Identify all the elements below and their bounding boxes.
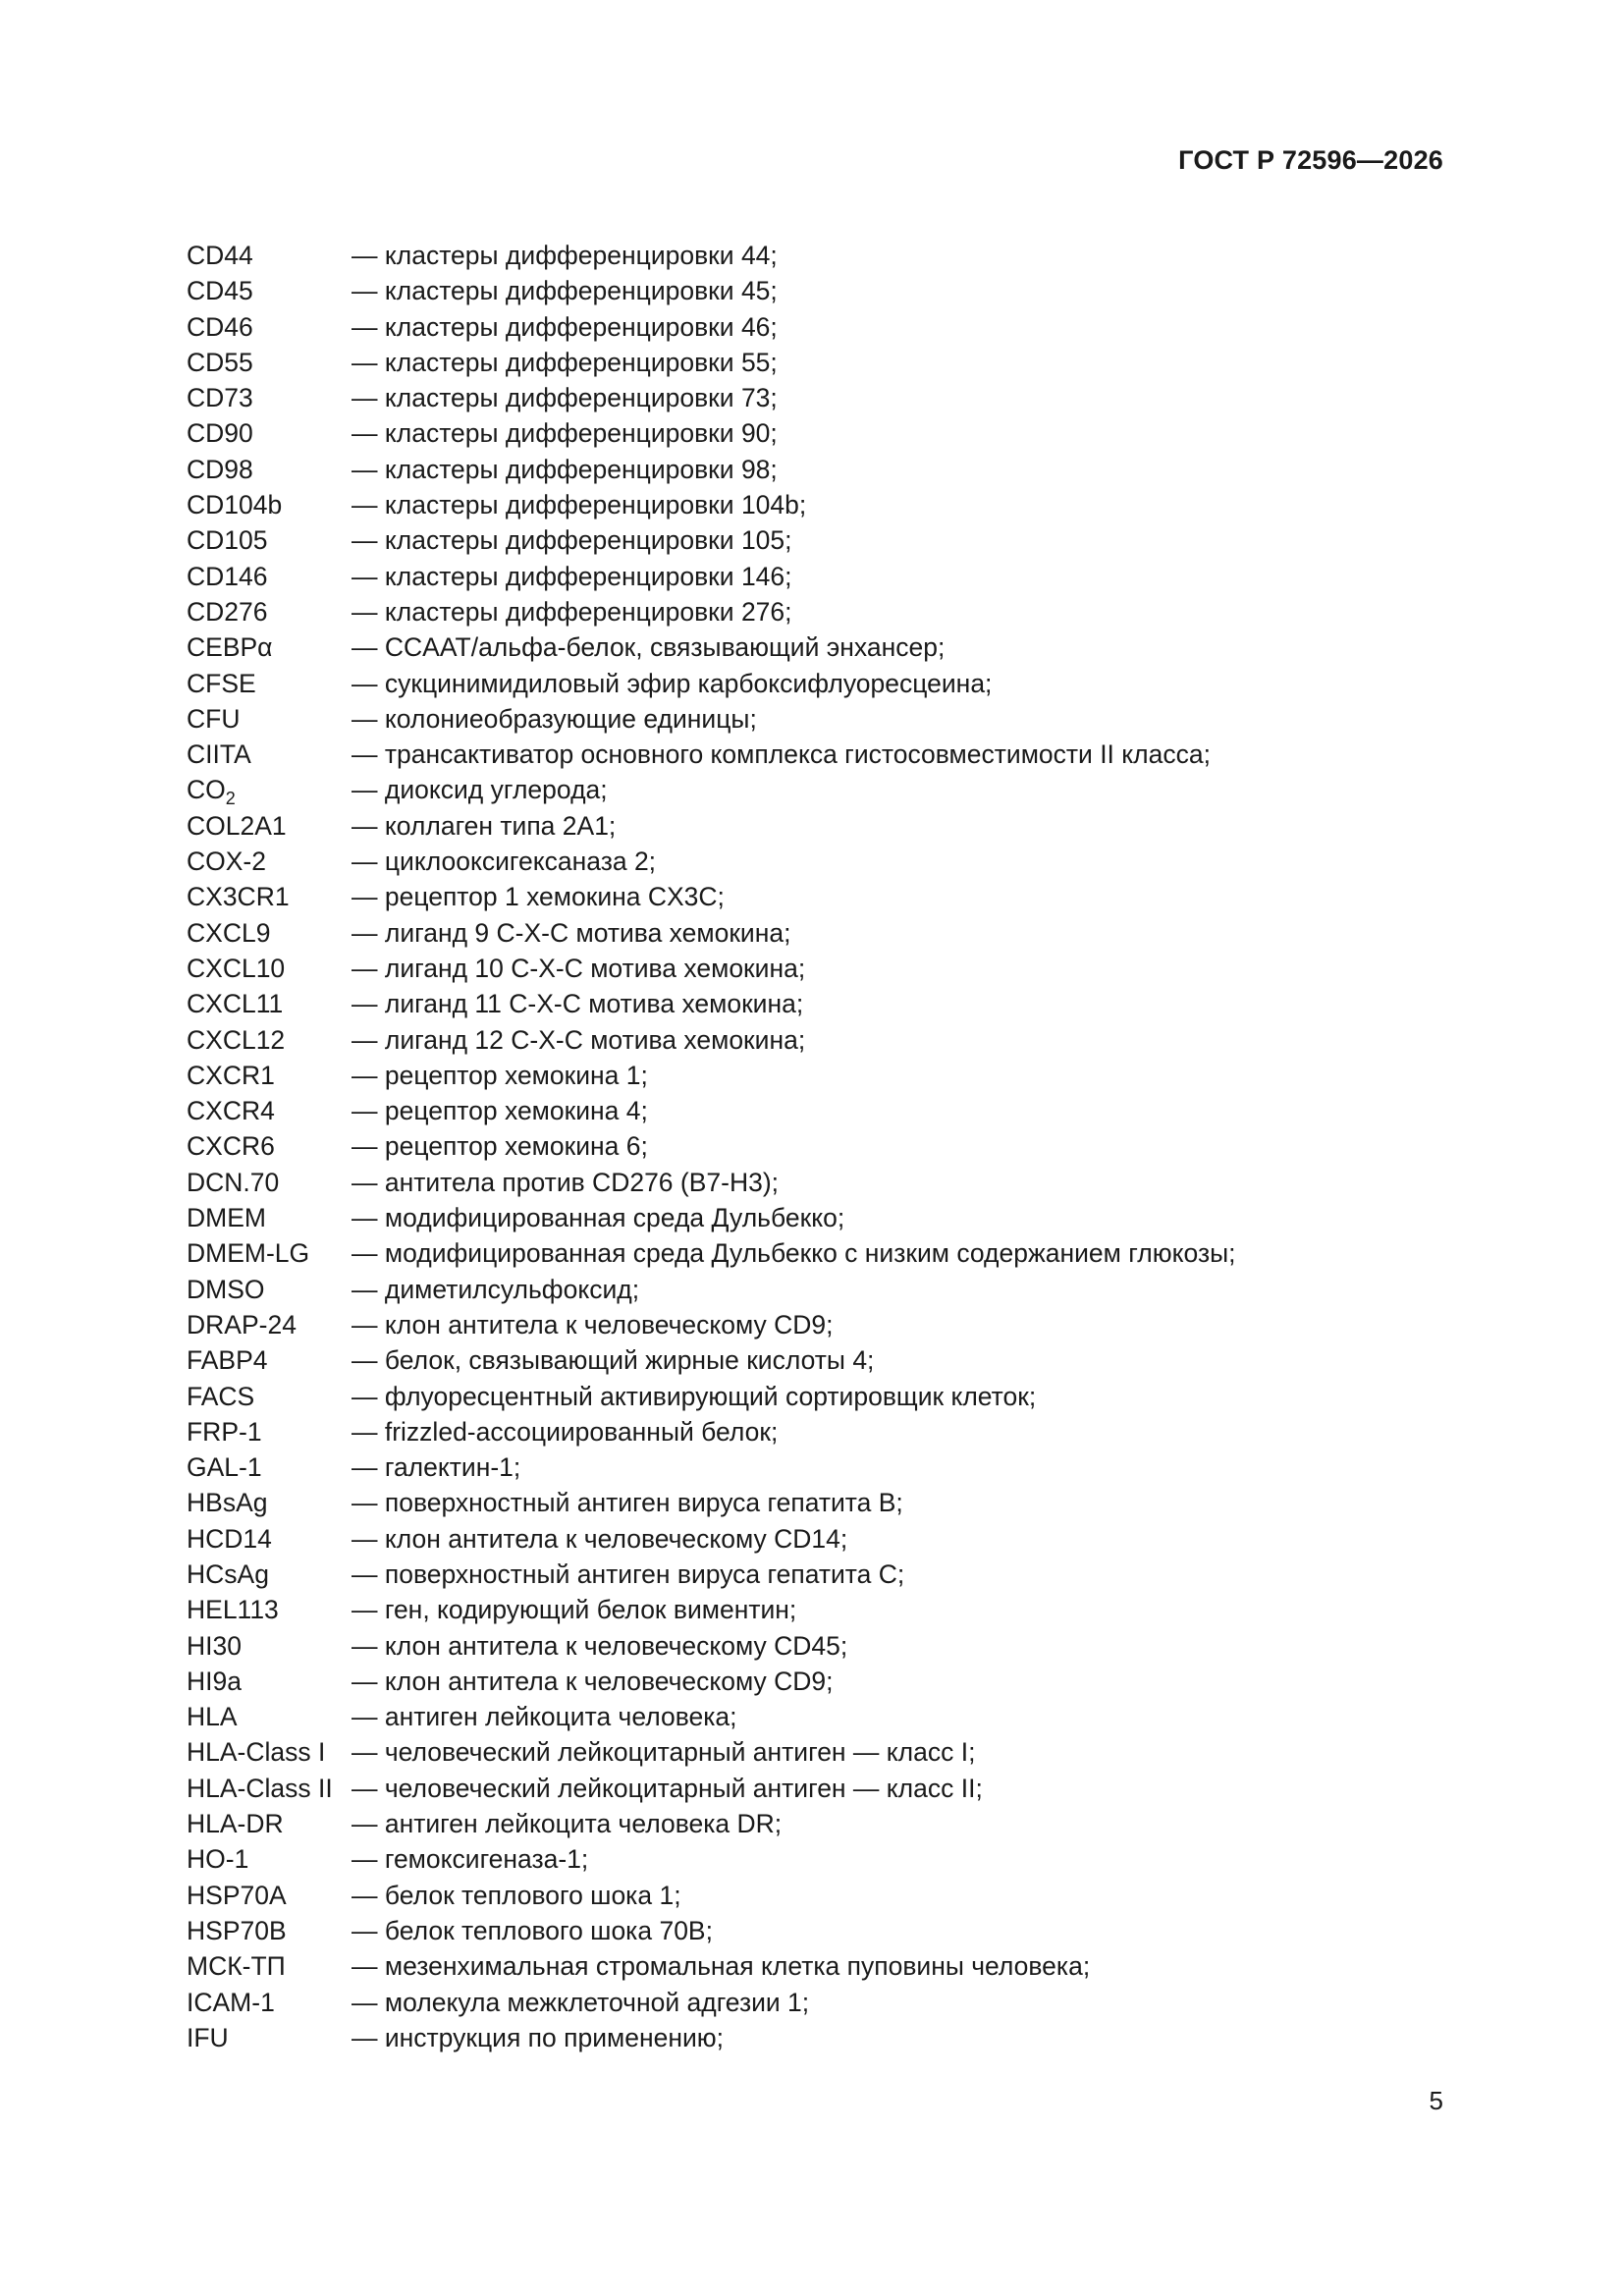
abbreviation-row (187, 701, 1463, 737)
abbreviation-definition: — кластеры дифференцировки 90; (352, 418, 778, 449)
abbreviation-definition: — кластеры дифференцировки 98; (352, 454, 778, 484)
abbreviation-term-text: HSP70B (187, 1915, 287, 1945)
abbreviation-term (187, 844, 352, 879)
abbreviation-term-text: CX3CR1 (187, 882, 290, 912)
abbreviation-term (187, 380, 352, 415)
abbreviation-term (187, 1485, 352, 1520)
abbreviation-term-text: CD55 (187, 347, 253, 377)
abbreviation-definition: — ген, кодирующий белок виментин; (352, 1595, 797, 1625)
abbreviation-term-text: COX-2 (187, 847, 266, 877)
abbreviation-term-text: HLA (187, 1702, 238, 1732)
abbreviation-row (187, 1948, 1463, 1984)
abbreviation-row (187, 238, 1463, 273)
abbreviation-term (187, 1628, 352, 1664)
abbreviation-term (187, 1235, 352, 1271)
abbreviation-term-text: CXCR1 (187, 1060, 275, 1090)
abbreviation-definition: — кластеры дифференцировки 146; (352, 561, 792, 591)
abbreviation-term (187, 1128, 352, 1164)
abbreviation-term (187, 487, 352, 522)
abbreviation-row (187, 1771, 1463, 1806)
abbreviation-term-text: CD90 (187, 418, 253, 449)
abbreviation-term-text: DMEM-LG (187, 1238, 310, 1269)
abbreviation-row (187, 1449, 1463, 1485)
abbreviation-term (187, 629, 352, 665)
abbreviation-term-text: CXCL10 (187, 953, 286, 983)
abbreviation-term (187, 345, 352, 380)
abbreviation-term-text: CEBPα (187, 632, 273, 663)
abbreviation-definition: — кластеры дифференцировки 105; (352, 525, 792, 556)
abbreviation-term (187, 1878, 352, 1913)
abbreviation-row (187, 1307, 1463, 1342)
abbreviation-term-text: CD73 (187, 383, 253, 413)
abbreviation-term (187, 309, 352, 345)
abbreviation-list (187, 238, 1463, 2055)
abbreviation-row (187, 1557, 1463, 1592)
abbreviation-definition: — CCAAT/альфа-белок, связывающий энхансер; (352, 632, 946, 663)
abbreviation-term (187, 737, 352, 772)
abbreviation-definition: — рецептор 1 хемокина CX3C; (352, 882, 725, 912)
abbreviation-term-text: HLA-Class I (187, 1737, 326, 1768)
abbreviation-row (187, 1628, 1463, 1664)
abbreviation-row (187, 986, 1463, 1021)
abbreviation-term (187, 1664, 352, 1699)
abbreviation-row (187, 951, 1463, 986)
abbreviation-term (187, 1058, 352, 1093)
abbreviation-term (187, 1841, 352, 1877)
abbreviation-definition: — флуоресцентный активирующий сортировщик клеток; (352, 1381, 1037, 1411)
abbreviation-term-text: CD98 (187, 454, 253, 484)
abbreviation-term (187, 1913, 352, 1948)
abbreviation-term-subscript: 2 (225, 789, 236, 809)
abbreviation-row (187, 1272, 1463, 1307)
abbreviation-term-text: DRAP-24 (187, 1309, 297, 1339)
abbreviation-term-text: CD146 (187, 561, 268, 591)
abbreviation-row (187, 345, 1463, 380)
abbreviation-row (187, 1200, 1463, 1235)
abbreviation-term (187, 1307, 352, 1342)
abbreviation-row (187, 772, 1463, 807)
abbreviation-term (187, 273, 352, 308)
abbreviation-term-text: HCsAg (187, 1558, 269, 1589)
abbreviation-row (187, 1128, 1463, 1164)
abbreviation-term-text: CD46 (187, 311, 253, 342)
abbreviation-term-text: FABP4 (187, 1345, 268, 1376)
abbreviation-definition: — лиганд 9 С-Х-С мотива хемокина; (352, 917, 791, 948)
abbreviation-term (187, 1022, 352, 1058)
abbreviation-term (187, 986, 352, 1021)
abbreviation-definition: — рецептор хемокина 1; (352, 1060, 648, 1090)
abbreviation-definition: — сукцинимидиловый эфир карбоксифлуоресцеина; (352, 668, 993, 698)
abbreviation-row (187, 559, 1463, 594)
abbreviation-definition: — молекула межклеточной адгезии 1; (352, 1987, 810, 2017)
abbreviation-definition: — инструкция по применению; (352, 2022, 725, 2052)
abbreviation-term (187, 415, 352, 451)
abbreviation-term-text: DMSO (187, 1274, 265, 1304)
abbreviation-row (187, 309, 1463, 345)
abbreviation-term-text: HCD14 (187, 1523, 272, 1554)
abbreviation-definition: — кластеры дифференцировки 73; (352, 383, 778, 413)
abbreviation-row (187, 1058, 1463, 1093)
abbreviation-row (187, 2020, 1463, 2055)
abbreviation-row (187, 629, 1463, 665)
abbreviation-row (187, 1913, 1463, 1948)
abbreviation-term (187, 879, 352, 914)
abbreviation-term (187, 1449, 352, 1485)
abbreviation-term (187, 1948, 352, 1984)
abbreviation-definition: — кластеры дифференцировки 44; (352, 241, 778, 270)
abbreviation-term (187, 1272, 352, 1307)
abbreviation-row (187, 666, 1463, 701)
abbreviation-definition: — клон антитела к человеческому CD14; (352, 1523, 848, 1554)
abbreviation-definition: — кластеры дифференцировки 276; (352, 596, 792, 627)
abbreviation-term-text: CD105 (187, 525, 268, 556)
abbreviation-term (187, 452, 352, 487)
abbreviation-term-text: HSP70A (187, 1880, 287, 1910)
abbreviation-term-text: IFU (187, 2022, 229, 2052)
abbreviation-definition: — галектин-1; (352, 1452, 521, 1483)
abbreviation-row (187, 380, 1463, 415)
abbreviation-term (187, 1699, 352, 1734)
abbreviation-definition: — кластеры дифференцировки 104b; (352, 490, 807, 520)
abbreviation-term-text: CXCL9 (187, 917, 271, 948)
abbreviation-term-text: HBsAg (187, 1488, 268, 1518)
abbreviation-definition: — белок, связывающий жирные кислоты 4; (352, 1345, 875, 1376)
abbreviation-definition: — клон антитела к человеческому CD9; (352, 1309, 834, 1339)
abbreviation-row (187, 452, 1463, 487)
abbreviation-definition: — клон антитела к человеческому CD45; (352, 1630, 848, 1661)
abbreviation-definition: — антиген лейкоцита человека DR; (352, 1809, 783, 1839)
abbreviation-term-text: CXCL11 (187, 989, 284, 1019)
abbreviation-term-text: CIITA (187, 739, 251, 770)
abbreviation-row (187, 1414, 1463, 1449)
abbreviation-definition: — гемоксигеназа-1; (352, 1844, 589, 1875)
abbreviation-row (187, 1379, 1463, 1414)
abbreviation-term (187, 1592, 352, 1627)
abbreviation-row (187, 1699, 1463, 1734)
abbreviation-row (187, 1022, 1463, 1058)
abbreviation-term-text: DCN.70 (187, 1167, 280, 1197)
abbreviation-definition: — кластеры дифференцировки 46; (352, 311, 778, 342)
abbreviation-term (187, 1093, 352, 1128)
abbreviation-definition: — лиганд 11 С-Х-С мотива хемокина; (352, 989, 804, 1019)
abbreviation-term (187, 522, 352, 558)
abbreviation-term (187, 1806, 352, 1841)
abbreviation-row (187, 1841, 1463, 1877)
abbreviation-term-text: HEL113 (187, 1595, 279, 1625)
abbreviation-definition: — рецептор хемокина 4; (352, 1096, 648, 1126)
abbreviation-term (187, 1521, 352, 1557)
abbreviation-term-text: HLA-DR (187, 1809, 284, 1839)
abbreviation-term-text: CXCL12 (187, 1024, 286, 1055)
abbreviation-definition: — кластеры дифференцировки 45; (352, 276, 778, 306)
abbreviation-row (187, 1592, 1463, 1627)
abbreviation-term-text: HO-1 (187, 1844, 249, 1875)
abbreviation-definition: — мезенхимальная стромальная клетка пуповины человека; (352, 1951, 1091, 1982)
abbreviation-definition: — антитела против CD276 (B7-H3); (352, 1167, 780, 1197)
abbreviation-row (187, 1734, 1463, 1770)
abbreviation-row (187, 915, 1463, 951)
document-code: ГОСТ Р 72596—2026 (1178, 145, 1443, 175)
abbreviation-definition: — поверхностный антиген вируса гепатита В; (352, 1488, 903, 1518)
abbreviation-term-text: HLA-Class II (187, 1773, 333, 1803)
abbreviation-row (187, 1806, 1463, 1841)
abbreviation-term-text: CXCR6 (187, 1131, 275, 1162)
abbreviation-term-text: CD44 (187, 241, 253, 270)
abbreviation-definition: — модифицированная среда Дульбекко с низким содержанием глюкозы; (352, 1238, 1236, 1269)
page-number: 5 (1429, 2086, 1443, 2115)
abbreviation-term (187, 1414, 352, 1449)
abbreviation-definition: — модифицированная среда Дульбекко; (352, 1203, 845, 1233)
abbreviation-term (187, 701, 352, 737)
abbreviation-definition: — человеческий лейкоцитарный антиген — класс I; (352, 1737, 976, 1768)
abbreviation-term-text: CFU (187, 703, 241, 734)
abbreviation-row (187, 1664, 1463, 1699)
abbreviation-definition: — лиганд 12 С-Х-С мотива хемокина; (352, 1024, 806, 1055)
abbreviation-term (187, 1379, 352, 1414)
abbreviation-term-text: CO (187, 775, 226, 805)
abbreviation-term (187, 1165, 352, 1200)
abbreviation-term-text: FRP-1 (187, 1416, 262, 1447)
abbreviation-row (187, 1521, 1463, 1557)
abbreviation-term (187, 2020, 352, 2055)
abbreviation-term-text: МСК-ТП (187, 1951, 286, 1982)
abbreviation-row (187, 415, 1463, 451)
abbreviation-row (187, 1985, 1463, 2020)
abbreviation-term-text: CD104b (187, 490, 283, 520)
abbreviation-term-text: COL2A1 (187, 810, 287, 841)
abbreviation-term (187, 772, 352, 807)
abbreviation-definition: — лиганд 10 С-Х-С мотива хемокина; (352, 953, 806, 983)
abbreviation-term-text: HI9a (187, 1666, 242, 1696)
abbreviation-row (187, 273, 1463, 308)
abbreviation-definition: — рецептор хемокина 6; (352, 1131, 648, 1162)
abbreviation-term-text: HI30 (187, 1630, 242, 1661)
abbreviation-row (187, 1235, 1463, 1271)
abbreviation-row (187, 1342, 1463, 1378)
abbreviation-term (187, 238, 352, 273)
abbreviation-definition: — диметилсульфоксид; (352, 1274, 640, 1304)
abbreviation-row (187, 594, 1463, 629)
abbreviation-row (187, 1485, 1463, 1520)
abbreviation-term (187, 1734, 352, 1770)
abbreviation-term-text: FACS (187, 1381, 255, 1411)
abbreviation-term-text: GAL-1 (187, 1452, 262, 1483)
abbreviation-row (187, 1093, 1463, 1128)
abbreviation-term (187, 1200, 352, 1235)
abbreviation-definition: — трансактиватор основного комплекса гистосовместимости II класса; (352, 739, 1211, 770)
abbreviation-definition: — колониеобразующие единицы; (352, 703, 757, 734)
abbreviation-term-text: CD276 (187, 596, 268, 627)
abbreviation-term-text: ICAM-1 (187, 1987, 275, 2017)
abbreviation-term (187, 1985, 352, 2020)
abbreviation-definition: — белок теплового шока 70B; (352, 1915, 713, 1945)
abbreviation-row (187, 879, 1463, 914)
abbreviation-term (187, 808, 352, 844)
abbreviation-definition: — белок теплового шока 1; (352, 1880, 681, 1910)
abbreviation-term (187, 1342, 352, 1378)
abbreviation-definition: — циклооксигексаназа 2; (352, 847, 657, 877)
abbreviation-row (187, 737, 1463, 772)
abbreviation-term (187, 1557, 352, 1592)
abbreviation-definition: — антиген лейкоцита человека; (352, 1702, 737, 1732)
abbreviation-term-text: CXCR4 (187, 1096, 275, 1126)
abbreviation-row (187, 1878, 1463, 1913)
abbreviation-term-text: CFSE (187, 668, 256, 698)
abbreviation-term (187, 951, 352, 986)
abbreviation-term (187, 594, 352, 629)
abbreviation-term-text: DMEM (187, 1203, 266, 1233)
abbreviation-row (187, 522, 1463, 558)
abbreviation-definition: — frizzled-ассоциированный белок; (352, 1416, 779, 1447)
abbreviation-definition: — коллаген типа 2A1; (352, 810, 617, 841)
abbreviation-term-text: CD45 (187, 276, 253, 306)
abbreviation-definition: — поверхностный антиген вируса гепатита С; (352, 1558, 905, 1589)
abbreviation-definition: — клон антитела к человеческому CD9; (352, 1666, 834, 1696)
abbreviation-definition: — диоксид углерода; (352, 775, 608, 805)
abbreviation-definition: — человеческий лейкоцитарный антиген — класс II; (352, 1773, 983, 1803)
abbreviation-term (187, 1771, 352, 1806)
abbreviation-row (187, 808, 1463, 844)
abbreviation-row (187, 487, 1463, 522)
abbreviation-term (187, 666, 352, 701)
abbreviation-term (187, 559, 352, 594)
abbreviation-row (187, 844, 1463, 879)
abbreviation-term (187, 915, 352, 951)
abbreviation-definition: — кластеры дифференцировки 55; (352, 347, 778, 377)
abbreviation-row (187, 1165, 1463, 1200)
